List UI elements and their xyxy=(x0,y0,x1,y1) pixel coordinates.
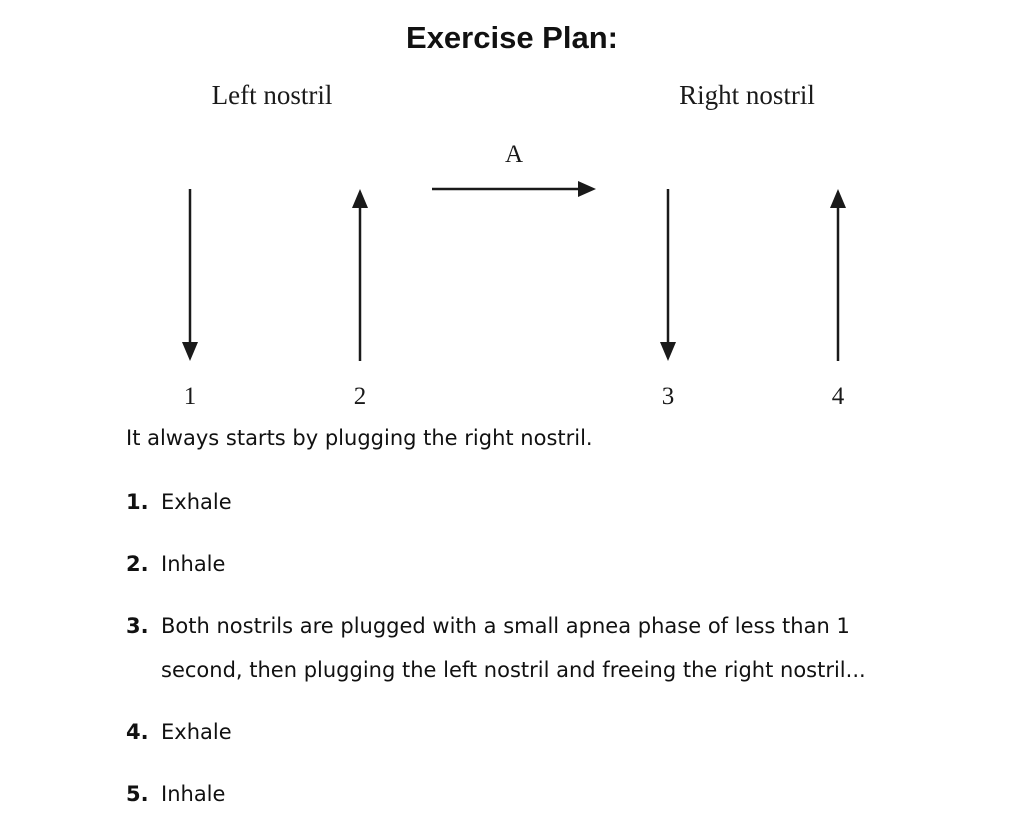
list-item xyxy=(126,604,926,692)
transition-label: A xyxy=(504,141,524,168)
page-title: Exercise Plan: xyxy=(406,20,618,55)
step-text: Inhale xyxy=(161,552,226,576)
arrow-3-exhale-down xyxy=(660,189,676,361)
arrow-4-inhale-up xyxy=(830,189,846,361)
arrow-number-4: 4 xyxy=(831,383,845,410)
list-item xyxy=(126,542,926,586)
step-text: Both nostrils are plugged with a small apnea phase of less than 1 second, then plugging the left nostril and freeing the right nostril... xyxy=(161,614,866,682)
step-text: Inhale xyxy=(161,782,226,806)
step-number: 5. xyxy=(126,782,149,806)
step-number: 4. xyxy=(126,720,149,744)
step-number: 2. xyxy=(126,552,149,576)
list-item xyxy=(126,710,926,754)
arrow-number-3: 3 xyxy=(661,383,675,410)
list-item xyxy=(126,480,926,524)
step-text: Exhale xyxy=(161,720,232,744)
right-nostril-label: Right nostril xyxy=(679,80,815,110)
arrow-number-1: 1 xyxy=(183,383,197,410)
arrow-number-2: 2 xyxy=(353,383,367,410)
list-item xyxy=(126,772,926,816)
step-number: 1. xyxy=(126,490,149,514)
intro-text: It always starts by plugging the right nostril. xyxy=(126,426,593,450)
arrow-1-exhale-down xyxy=(182,189,198,361)
step-text: Exhale xyxy=(161,490,232,514)
left-nostril-label: Left nostril xyxy=(211,80,333,110)
transition-arrow xyxy=(432,181,596,197)
steps-list xyxy=(126,480,926,834)
arrow-2-inhale-up xyxy=(352,189,368,361)
step-number: 3. xyxy=(126,614,149,638)
